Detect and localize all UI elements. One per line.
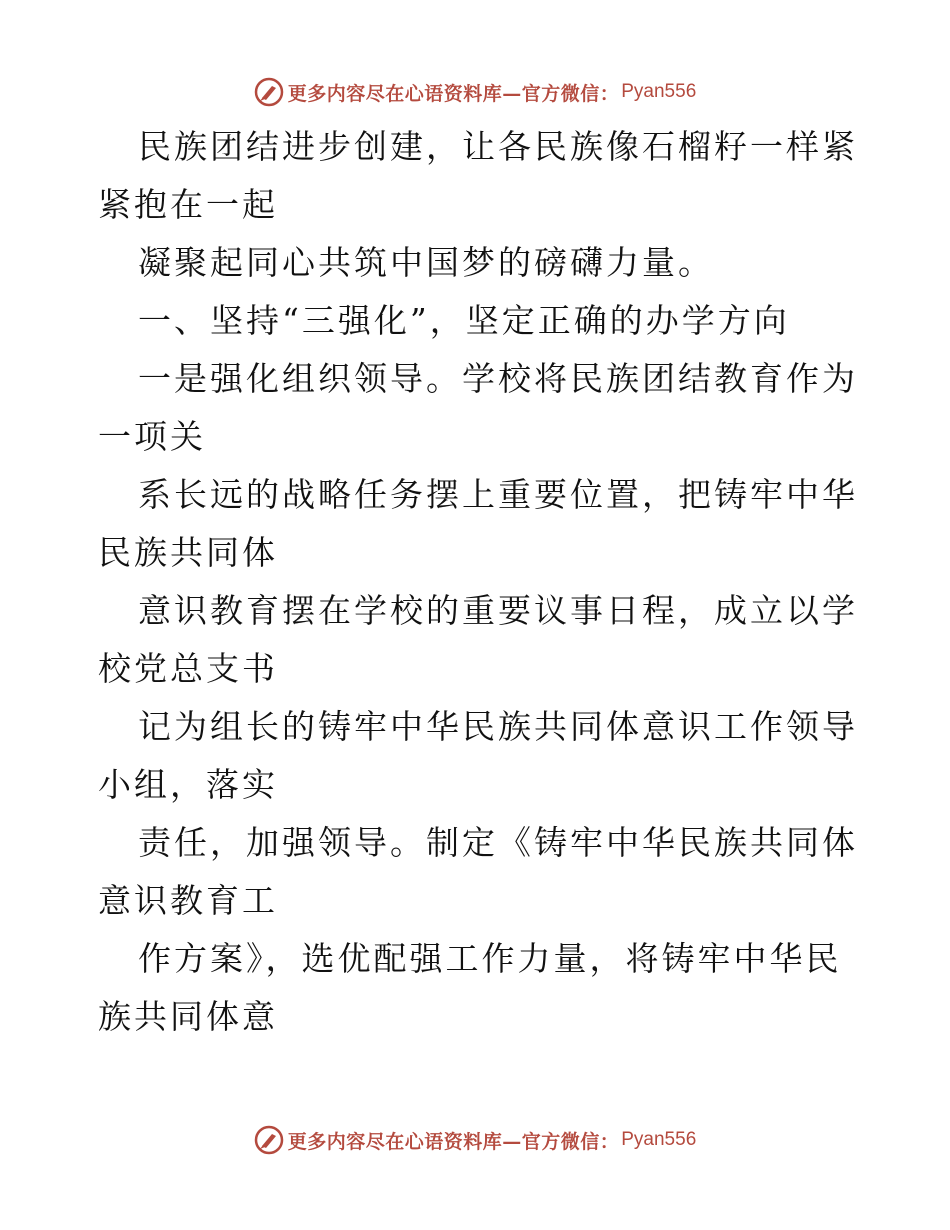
paragraph: 凝聚起同心共筑中国梦的磅礴力量。 <box>138 243 714 282</box>
paragraph: 作方案》，选优配强工作力量，将铸牢中华民族共同体意 <box>98 939 842 1036</box>
pen-logo-icon <box>254 77 284 107</box>
paragraph: 一是强化组织领导。学校将民族团结教育作为一项关 <box>98 359 858 456</box>
header-watermark <box>0 72 950 112</box>
section-heading: 一、坚持“三强化”，坚定正确的办学方向 <box>138 301 790 340</box>
paragraph: 系长远的战略任务摆上重要位置，把铸牢中华民族共同体 <box>98 475 858 572</box>
footer-watermark-text: 更多内容尽在心语资料库—官方微信： <box>287 1130 620 1153</box>
pen-logo-icon <box>254 1125 284 1155</box>
header-watermark-id: Pyan556 <box>621 81 697 102</box>
document-body <box>98 118 858 1046</box>
header-watermark-text: 更多内容尽在心语资料库—官方微信： <box>287 82 620 105</box>
paragraph: 意识教育摆在学校的重要议事日程，成立以学校党总支书 <box>98 591 858 688</box>
paragraph: 责任，加强领导。制定《铸牢中华民族共同体意识教育工 <box>98 823 858 920</box>
paragraph: 记为组长的铸牢中华民族共同体意识工作领导小组，落实 <box>98 707 858 804</box>
footer-watermark-id: Pyan556 <box>621 1129 697 1150</box>
footer-watermark <box>0 1120 950 1160</box>
paragraph: 民族团结进步创建，让各民族像石榴籽一样紧紧抱在一起 <box>98 127 858 224</box>
